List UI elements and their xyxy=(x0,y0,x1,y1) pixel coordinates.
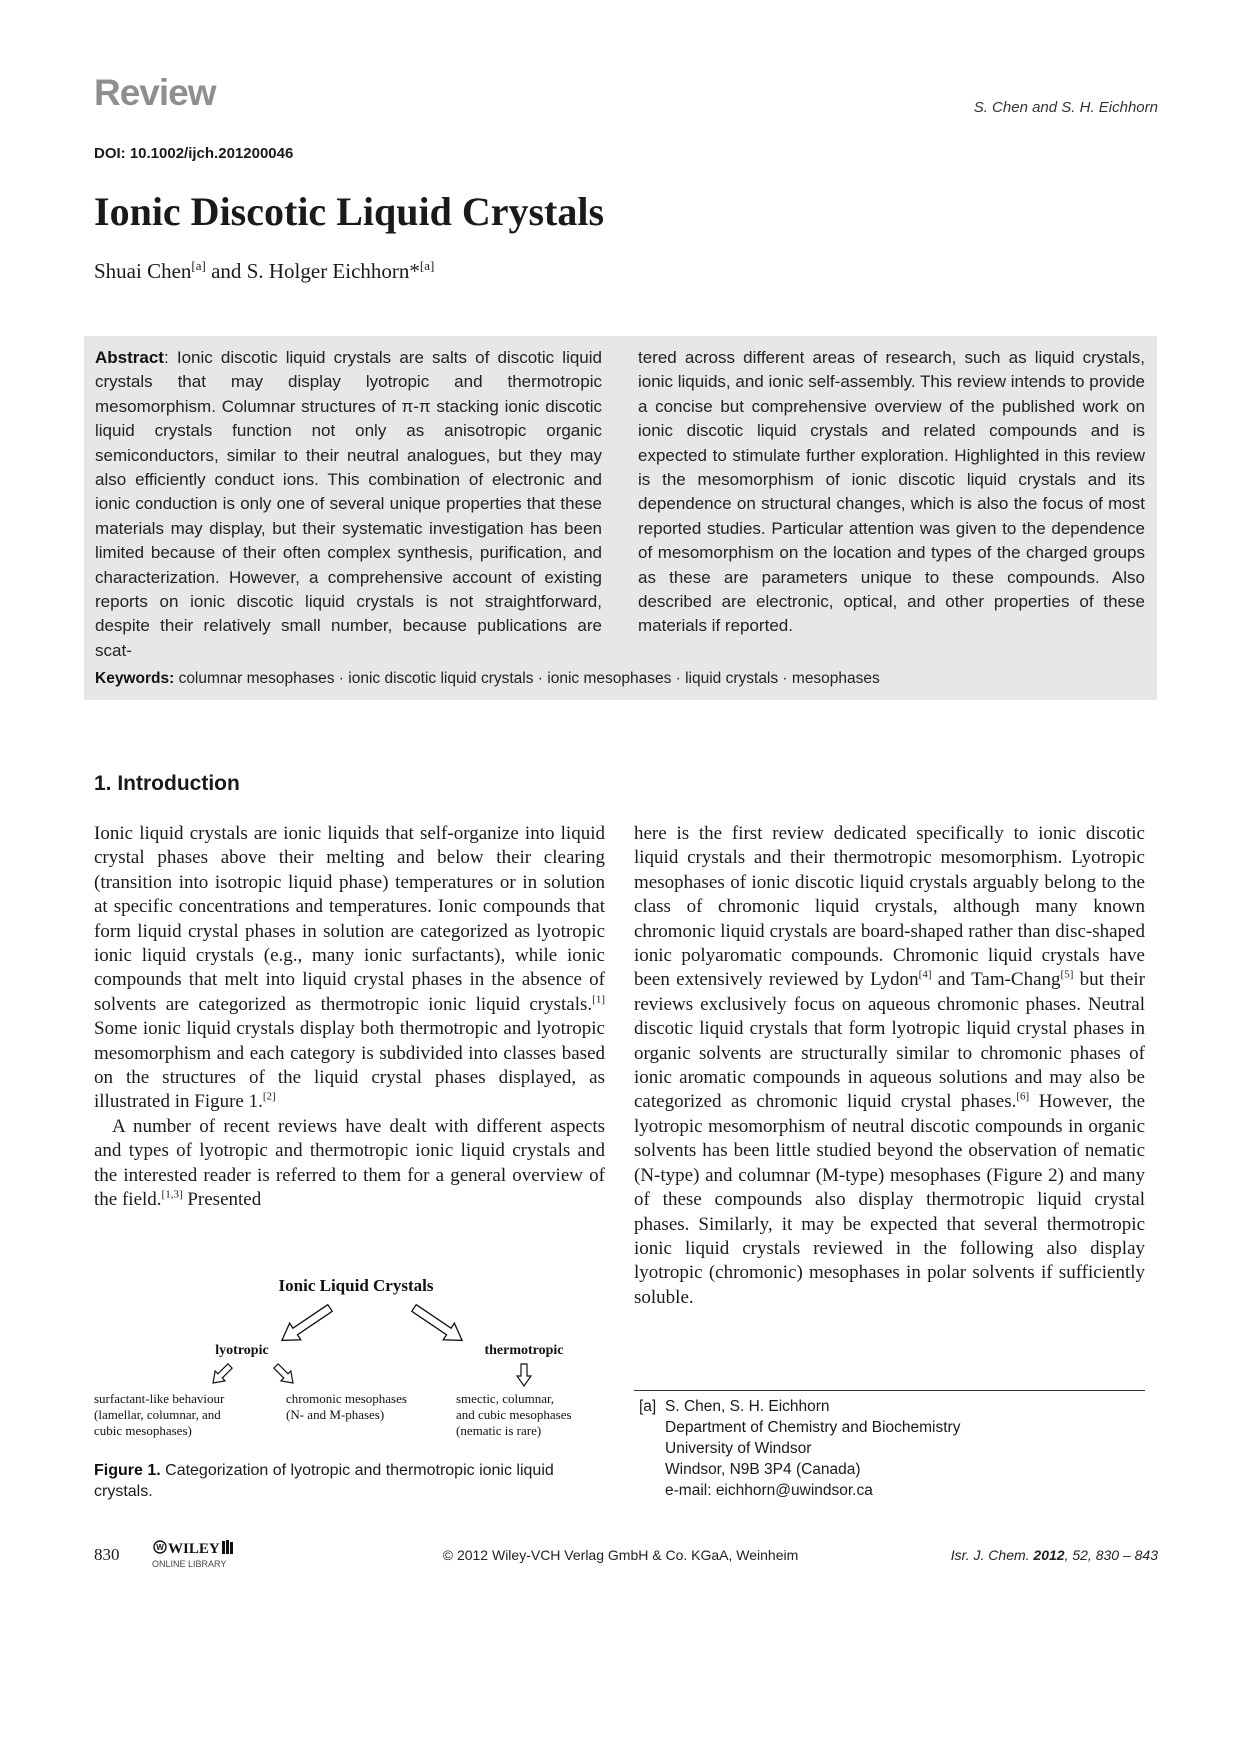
author-name[interactable]: S. Holger Eichhorn* xyxy=(246,259,420,283)
arrow-icon xyxy=(271,1361,298,1388)
footnote-line: Department of Chemistry and Biochemistry xyxy=(665,1419,961,1436)
paragraph: Ionic liquid crystals are ionic liquids that self-organize into liquid crystal phases above their melting and below their clearing (transition into isotropic liquid phase) temperatures or in solution at specific concentrations and temperatures. Ionic compounds that form liquid crystal phases in solution are categorized as lyotropic ionic liquid crystals (e.g., many ionic surfactants), while ionic compounds that melt into liquid crystal phases in the absence of solvents are categorized as thermotropic ionic liquid crystals.[1] Some ionic liquid crystals display both thermotropic and lyotropic mesomorphism and each category is subdivided into classes based on the structures of the liquid crystal phases displayed, as illustrated in Figure 1.[2] xyxy=(94,823,605,1113)
abstract-text-right: tered across different areas of research, such as liquid crystals, ionic liquids, and ionic self-assembly. This review intends to provide a concise but comprehensive overview of the published work on ionic discotic liquid crystals and related compounds and is expected to stimulate further exploration. Highlighted in this review is the mesomorphism of ionic discotic liquid crystals and its dependence on structural changes, which is also the focus of most reported studies. Particular attention was given to the dependence of mesomorphism on the location and types of the charged groups as these are parameters unique to these compounds. Also described are electronic, optical, and other properties of these materials if reported. xyxy=(638,348,1145,636)
author-line xyxy=(94,258,434,284)
footnote-tag: [a] xyxy=(639,1398,657,1415)
arrow-icon xyxy=(208,1361,235,1388)
journal-citation xyxy=(951,1547,1158,1563)
abstract-label: Abstract xyxy=(95,348,164,367)
figure-1-diagram xyxy=(94,1270,606,1450)
citation-ref[interactable]: [6] xyxy=(1016,1091,1030,1104)
abstract-column-left: Abstract: Ionic discotic liquid crystals are salts of discotic liquid crystals that may display lyotropic and thermotropic mesomorphism. Columnar structures of π-π stacking ionic discotic liquid crystals function not only as anisotropic organic semiconductors, similar to their neutral analogues, but they may also efficiently conduct ions. This combination of electronic and ionic conduction is only one of several unique properties that these materials may display, but their systematic investigation has been limited because of their often complex synthesis, purification, and characterization. However, a comprehensive account of existing reports on ionic discotic liquid crystals is not straightforward, despite their relatively small number, because publications are scat- xyxy=(95,348,602,660)
author-joiner: and xyxy=(205,259,247,283)
copyright-notice: © 2012 Wiley-VCH Verlag GmbH & Co. KGaA, Weinheim xyxy=(442,1547,799,1563)
svg-text:W: W xyxy=(156,1543,164,1552)
abstract-text-left: Ionic discotic liquid crystals are salts of discotic liquid crystals that may display lyotropic and thermotropic mesomorphism. Columnar structures of π-π stacking ionic discotic liquid crystals function not only as anisotropic organic semiconductors, similar to their neutral analogues, but they may also efficiently conduct ions. This combination of electronic and ionic conduction is only one of several unique properties that these materials may display, but their systematic investigation has been limited because of their often complex synthesis, purification, and characterization. However, a comprehensive account of existing reports on ionic discotic liquid crystals is not straightforward, despite their relatively small number, because publications are scat- xyxy=(95,348,602,660)
section-label: Review xyxy=(94,72,216,113)
citation-ref[interactable]: [1,3] xyxy=(161,1188,183,1201)
abstract-column-right xyxy=(638,346,1145,639)
footnote-line: University of Windsor xyxy=(665,1440,812,1457)
footnote-line: S. Chen, S. H. Eichhorn xyxy=(665,1398,830,1415)
keywords-label: Keywords: xyxy=(95,670,175,687)
svg-text:WILEY: WILEY xyxy=(168,1541,220,1557)
journal-year: 2012 xyxy=(1033,1547,1065,1563)
author-name[interactable]: Shuai Chen xyxy=(94,259,192,283)
figure-label: Figure 1. xyxy=(94,1462,161,1479)
keywords xyxy=(95,670,880,688)
footnote-body xyxy=(665,1396,1065,1501)
footnote-line: Windsor, N9B 3P4 (Canada) xyxy=(665,1461,861,1478)
abstract-box xyxy=(84,336,1157,700)
paragraph: here is the first review dedicated specifically to ionic discotic liquid crystals and their thermotropic mesomorphism. Lyotropic mesophases of ionic discotic liquid crystals arguably belong to the class of chromonic liquid crystals, although many known chromonic liquid crystals are board-shaped rather than disc-shaped ionic polyaromatic compounds. Chromonic liquid crystals have been extensively reviewed by Lydon[4] and Tam-Chang[5] but their reviews exclusively focus on aqueous chromonic phases. Neutral discotic liquid crystals that form lyotropic liquid crystal phases in organic solvents are structurally similar to chromonic phases of ionic aromatic compounds in aqueous solutions and may also be categorized as chromonic liquid crystal phases.[6] However, the lyotropic mesomorphism of neutral discotic compounds in organic solvents has been little studied beyond the observation of nematic (N-type) and columnar (M-type) mesophases (Figure 2) and many of these compounds also display thermotropic liquid crystal phases. Similarly, it may be expected that several thermotropic ionic liquid crystals reviewed in the following also display lyotropic (chromonic) mesophases in polar solvents if sufficiently soluble. xyxy=(634,823,1146,1308)
diagram-leaf-surfactant: surfactant-like behaviour (lamellar, columnar, and cubic mesophases) xyxy=(94,1391,225,1438)
article-title: Ionic Discotic Liquid Crystals xyxy=(94,189,605,234)
diagram-leaf-chromonic: chromonic mesophases (N- and M-phases) xyxy=(286,1391,407,1422)
figure-caption-text: Categorization of lyotropic and thermotropic ionic liquid crystals. xyxy=(94,1462,554,1500)
citation-ref[interactable]: [4] xyxy=(918,969,932,982)
figure-caption xyxy=(94,1460,605,1502)
diagram-leaf-thermotropic: smectic, columnar, and cubic mesophases (nematic is rare) xyxy=(456,1391,572,1438)
keywords-list: columnar mesophases · ionic discotic liquid crystals · ionic mesophases · liquid crystals · mesophases xyxy=(178,670,880,687)
journal-volume-pages: , 52, 830 – 843 xyxy=(1064,1547,1158,1563)
affiliation-footnote xyxy=(639,1396,1109,1506)
section-heading: 1. Introduction xyxy=(94,772,240,795)
doi[interactable]: DOI: 10.1002/ijch.201200046 xyxy=(94,145,294,162)
arrow-icon xyxy=(517,1364,531,1386)
diagram-root-label: Ionic Liquid Crystals xyxy=(278,1276,434,1295)
citation-ref[interactable]: [5] xyxy=(1060,969,1074,982)
arrow-icon xyxy=(276,1300,335,1349)
footnote-divider xyxy=(634,1390,1145,1391)
running-authors: S. Chen and S. H. Eichhorn xyxy=(973,99,1158,116)
footnote-email[interactable]: e-mail: eichhorn@uwindsor.ca xyxy=(665,1482,873,1499)
paragraph: A number of recent reviews have dealt with different aspects and types of lyotropic and thermotropic ionic liquid crystals and the interested reader is referred to them for a general overview of the field.[1,3] Presented xyxy=(94,1115,605,1211)
diagram-node-thermotropic: thermotropic xyxy=(484,1343,564,1358)
arrow-icon xyxy=(408,1300,467,1349)
body-column-right xyxy=(634,822,1145,1310)
affiliation-mark: [a] xyxy=(191,258,206,273)
citation-ref[interactable]: [1] xyxy=(592,993,605,1006)
affiliation-mark: [a] xyxy=(419,258,435,273)
body-column-left xyxy=(94,822,605,1213)
diagram-node-lyotropic: lyotropic xyxy=(215,1343,269,1358)
journal-name: Isr. J. Chem. xyxy=(950,1547,1030,1563)
svg-text:ONLINE LIBRARY: ONLINE LIBRARY xyxy=(152,1559,227,1569)
citation-ref[interactable]: [2] xyxy=(262,1091,276,1104)
page-number: 830 xyxy=(94,1545,120,1564)
